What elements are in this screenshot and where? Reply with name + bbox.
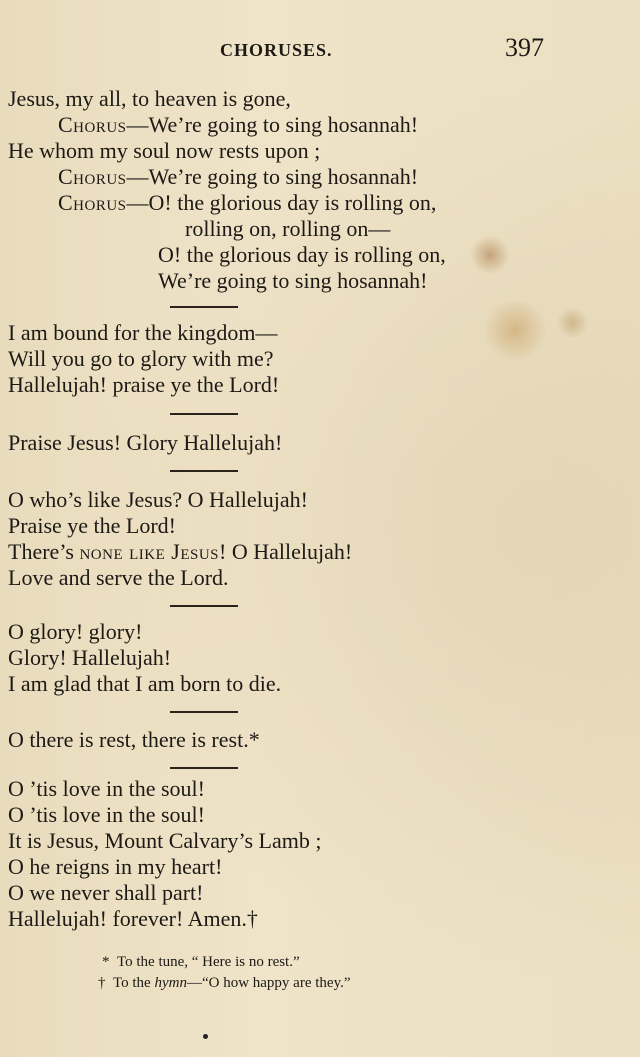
verse-line: O ’tis love in the soul! <box>8 802 205 827</box>
footnote-italic: hymn <box>154 975 187 991</box>
footnote-text: To the tune, “ Here is no rest.” <box>117 954 300 970</box>
verse-text: There’s <box>8 539 80 564</box>
verse-line: O there is rest, there is rest.* <box>8 727 260 752</box>
chorus-text: —We’re going to sing hosannah! <box>126 112 419 137</box>
footnote-mark: * <box>102 954 110 970</box>
verse-line: Praise Jesus! Glory Hallelujah! <box>8 430 283 455</box>
verse-line: O he reigns in my heart! <box>8 854 223 879</box>
footnote-text: To the <box>113 975 155 991</box>
section-divider <box>170 470 238 472</box>
page-number: 397 <box>505 33 544 62</box>
verse-line: He whom my soul now rests upon ; <box>8 138 321 163</box>
section-divider <box>170 605 238 607</box>
verse-line: rolling on, rolling on— <box>185 216 391 241</box>
verse-line: Praise ye the Lord! <box>8 513 176 538</box>
chorus-text: —We’re going to sing hosannah! <box>126 164 419 189</box>
footnote <box>102 952 300 972</box>
verse-line <box>8 539 352 565</box>
stain-mark <box>555 308 590 338</box>
section-divider <box>170 711 238 713</box>
verse-line: I am bound for the kingdom— <box>8 320 278 345</box>
verse-line: Glory! Hallelujah! <box>8 645 172 670</box>
stain-mark <box>470 235 510 275</box>
chorus-label: Chorus <box>58 190 127 215</box>
verse-line: O who’s like Jesus? O Hallelujah! <box>8 487 308 512</box>
chorus-line <box>58 112 418 138</box>
footnote-mark: † <box>98 975 106 991</box>
chorus-label: Chorus <box>58 112 127 137</box>
section-divider <box>170 306 238 308</box>
emphasis-text: none like Jesus <box>79 539 220 564</box>
verse-line: We’re going to sing hosannah! <box>158 268 428 293</box>
verse-line: O ’tis love in the soul! <box>8 776 205 801</box>
verse-line: Hallelujah! forever! Amen.† <box>8 906 258 931</box>
running-header: CHORUSES. <box>220 40 333 60</box>
printer-mark <box>203 1034 208 1039</box>
verse-line: O glory! glory! <box>8 619 143 644</box>
chorus-line <box>58 190 436 216</box>
verse-line: I am glad that I am born to die. <box>8 671 282 696</box>
verse-line: Jesus, my all, to heaven is gone, <box>8 86 291 111</box>
chorus-line <box>58 164 418 190</box>
chorus-text: —O! the glorious day is rolling on, <box>126 190 437 215</box>
stain-mark <box>480 300 550 360</box>
verse-line: Hallelujah! praise ye the Lord! <box>8 372 280 397</box>
verse-line: It is Jesus, Mount Calvary’s Lamb ; <box>8 828 322 853</box>
section-divider <box>170 767 238 769</box>
verse-text: ! O Hallelujah! <box>219 539 353 564</box>
verse-line: Will you go to glory with me? <box>8 346 274 371</box>
chorus-label: Chorus <box>58 164 127 189</box>
section-divider <box>170 413 238 415</box>
verse-line: O we never shall part! <box>8 880 204 905</box>
footnote <box>98 973 351 993</box>
verse-line: Love and serve the Lord. <box>8 565 229 590</box>
verse-line: O! the glorious day is rolling on, <box>158 242 446 267</box>
footnote-text: —“O how happy are they.” <box>186 975 351 991</box>
